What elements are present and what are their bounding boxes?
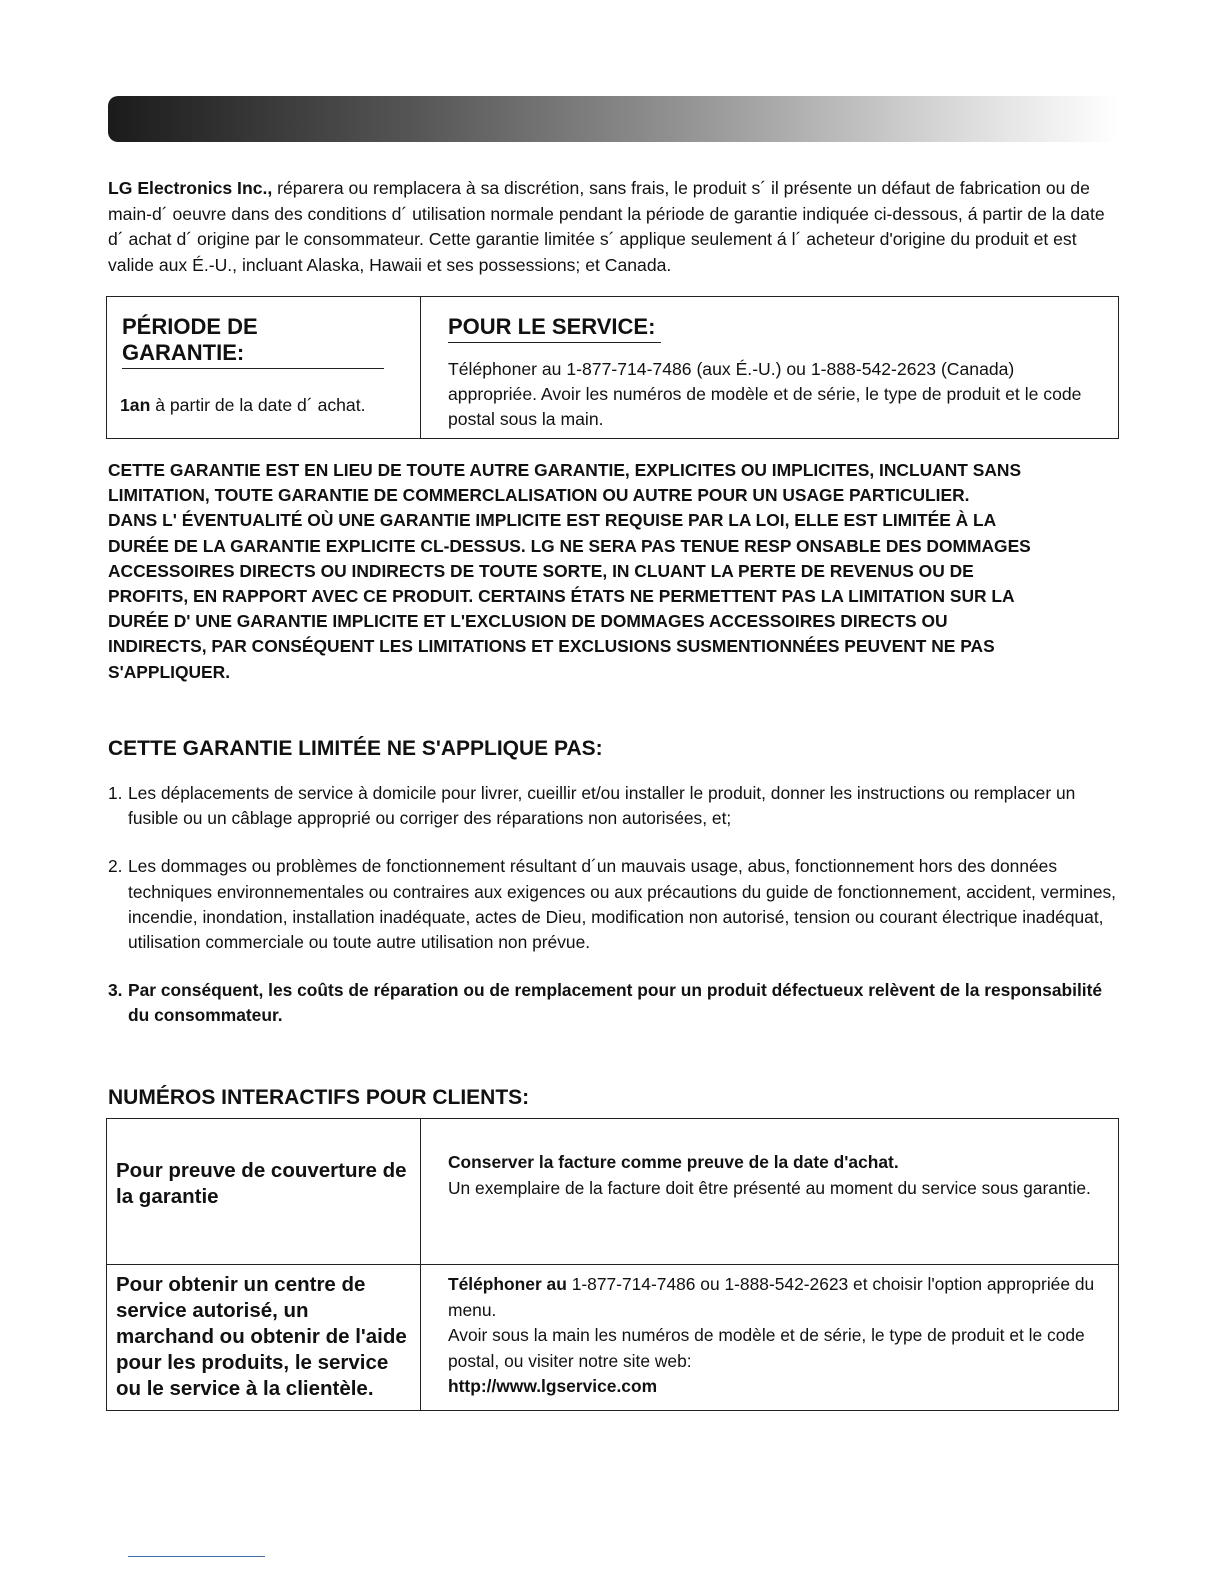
phone-numbers: 1-877-714-7486 ou 1-888-542-2623 et choisir l'option appropriée du menu. (448, 1274, 1095, 1320)
header-gradient-bar (108, 96, 1118, 142)
proof-info-cell (421, 1119, 1119, 1265)
period-cell (107, 297, 421, 439)
proof-details: Un exemplaire de la facture doit être présenté au moment du service sous garantie. (448, 1177, 1091, 1198)
website-link[interactable]: http://www.lgservice.com (448, 1376, 658, 1396)
proof-label-cell (107, 1119, 421, 1265)
exclusion-number: 1. (108, 783, 123, 803)
service-heading: POUR LE SERVICE: (448, 314, 661, 343)
exclusion-number: 2. (108, 856, 123, 877)
warranty-table (106, 296, 1119, 439)
proof-info (448, 1150, 1101, 1201)
exclusion-item (108, 854, 1118, 955)
exclusion-text: Les dommages ou problèmes de fonctionnement résultant d´un mauvais usage, abus, fonctionnement hors des données techniques environnementales ou contraires aux exigences ou aux précautions du guide de fonctionnement, accident, vermines, incendie, inondation, installation inadéquate, actes de Dieu, modification non autorisé, tension ou courant électrique inadéquat, utilisation commerciale ou toute autre utilisation non prévue. (128, 856, 1117, 953)
service-center-label: Pour obtenir un centre de service autorisé, un marchand ou obtenir de l'aide pour les produits, le service ou le service à la clientèle. (116, 1273, 407, 1400)
exclusion-text: Par conséquent, les coûts de réparation ou de remplacement pour un produit défectueux relèvent de la responsabilité du consommateur. (128, 980, 1103, 1026)
customer-numbers-title: NUMÉROS INTERACTIFS POUR CLIENTS: (108, 1086, 530, 1109)
proof-instruction: Conserver la facture comme preuve de la date d'achat. (448, 1152, 899, 1172)
service-center-info-cell (421, 1265, 1119, 1411)
exclusions-list (108, 781, 1118, 1052)
intro-text: réparera ou remplacera à sa discrétion, sans frais, le produit s´ il présente un défaut de fabrication ou de main-d´ oeuvre dans des conditions d´ utilisation normale pendant la période de garantie indiquée ci-dessous, á partir de la date d´ achat d´ origine par le consommateur. Cette garantie limitée s´ applique seulement á l´ acheteur d'origine du produit et est valide aux É.-U., incluant Alaska, Hawaii et ses possessions; et Canada. (108, 178, 1105, 275)
disclaimer-text: CETTE GARANTIE EST EN LIEU DE TOUTE AUTRE GARANTIE, EXPLICITES OU IMPLICITES, INCLUANT SANS LIMITATION, TOUTE GARANTIE DE COMMERCLALISATION OU AUTRE POUR UN USAGE PARTICULIER. DANS L' ÉVENTUALITÉ OÙ UNE GARANTIE IMPLICITE EST REQUISE PAR LA LOI, ELLE EST LIMITÉE À LA DURÉE DE LA GARANTIE EXPLICITE CL-DESSUS. LG NE SERA PAS TENUE RESP ONSABLE DES DOMMAGES ACCESSOIRES DIRECTS OU INDIRECTS DE TOUTE SORTE, IN CLUANT LA PERTE DE REVENUS OU DE PROFITS, EN RAPPORT AVEC CE PRODUIT. CERTAINS ÉTATS NE PERMETTENT PAS LA LIMITATION SUR LA DURÉE D' UNE GARANTIE IMPLICITE ET L'EXCLUSION DE DOMMAGES ACCESSOIRES DIRECTS OU INDIRECTS, PAR CONSÉQUENT LES LIMITATIONS ET EXCLUSIONS SUSMENTIONNÉES PEUVENT NE PAS S'APPLIQUER. (108, 460, 1031, 682)
period-duration: 1an (120, 395, 151, 415)
exclusion-number: 3. (108, 980, 123, 1001)
period-description: à partir de la date d´ achat. (150, 395, 366, 415)
customer-numbers-table (106, 1118, 1119, 1411)
exclusion-item (108, 781, 1118, 831)
company-name: LG Electronics Inc., (108, 178, 273, 198)
service-cell (421, 297, 1119, 439)
phone-label: Téléphoner au (448, 1274, 567, 1294)
intro-paragraph (108, 176, 1118, 278)
service-center-label-cell (107, 1265, 421, 1411)
exclusion-text: Les déplacements de service à domicile pour livrer, cueillir et/ou installer le produit, donner les instructions ou remplacer un fusible ou un câblage approprié ou corriger des réparations non autorisées, et; (128, 783, 1076, 829)
service-text: Téléphoner au 1-877-714-7486 (aux É.-U.) ou 1-888-542-2623 (Canada) appropriée. Avoir les numéros de modèle et de série, le type de produit et le code postal sous la main. (448, 359, 1082, 429)
period-heading: PÉRIODE DE GARANTIE: (122, 314, 384, 369)
service-center-details: Avoir sous la main les numéros de modèle et de série, le type de produit et le code postal, ou visiter notre site web: (448, 1325, 1085, 1371)
service-center-info (448, 1272, 1101, 1400)
proof-label: Pour preuve de couverture de la garantie (116, 1159, 407, 1208)
period-text (120, 395, 419, 416)
exclusions-title: CETTE GARANTIE LIMITÉE NE S'APPLIQUE PAS: (108, 737, 603, 760)
exclusion-item (108, 978, 1118, 1028)
bottom-link-underline (128, 1556, 265, 1557)
